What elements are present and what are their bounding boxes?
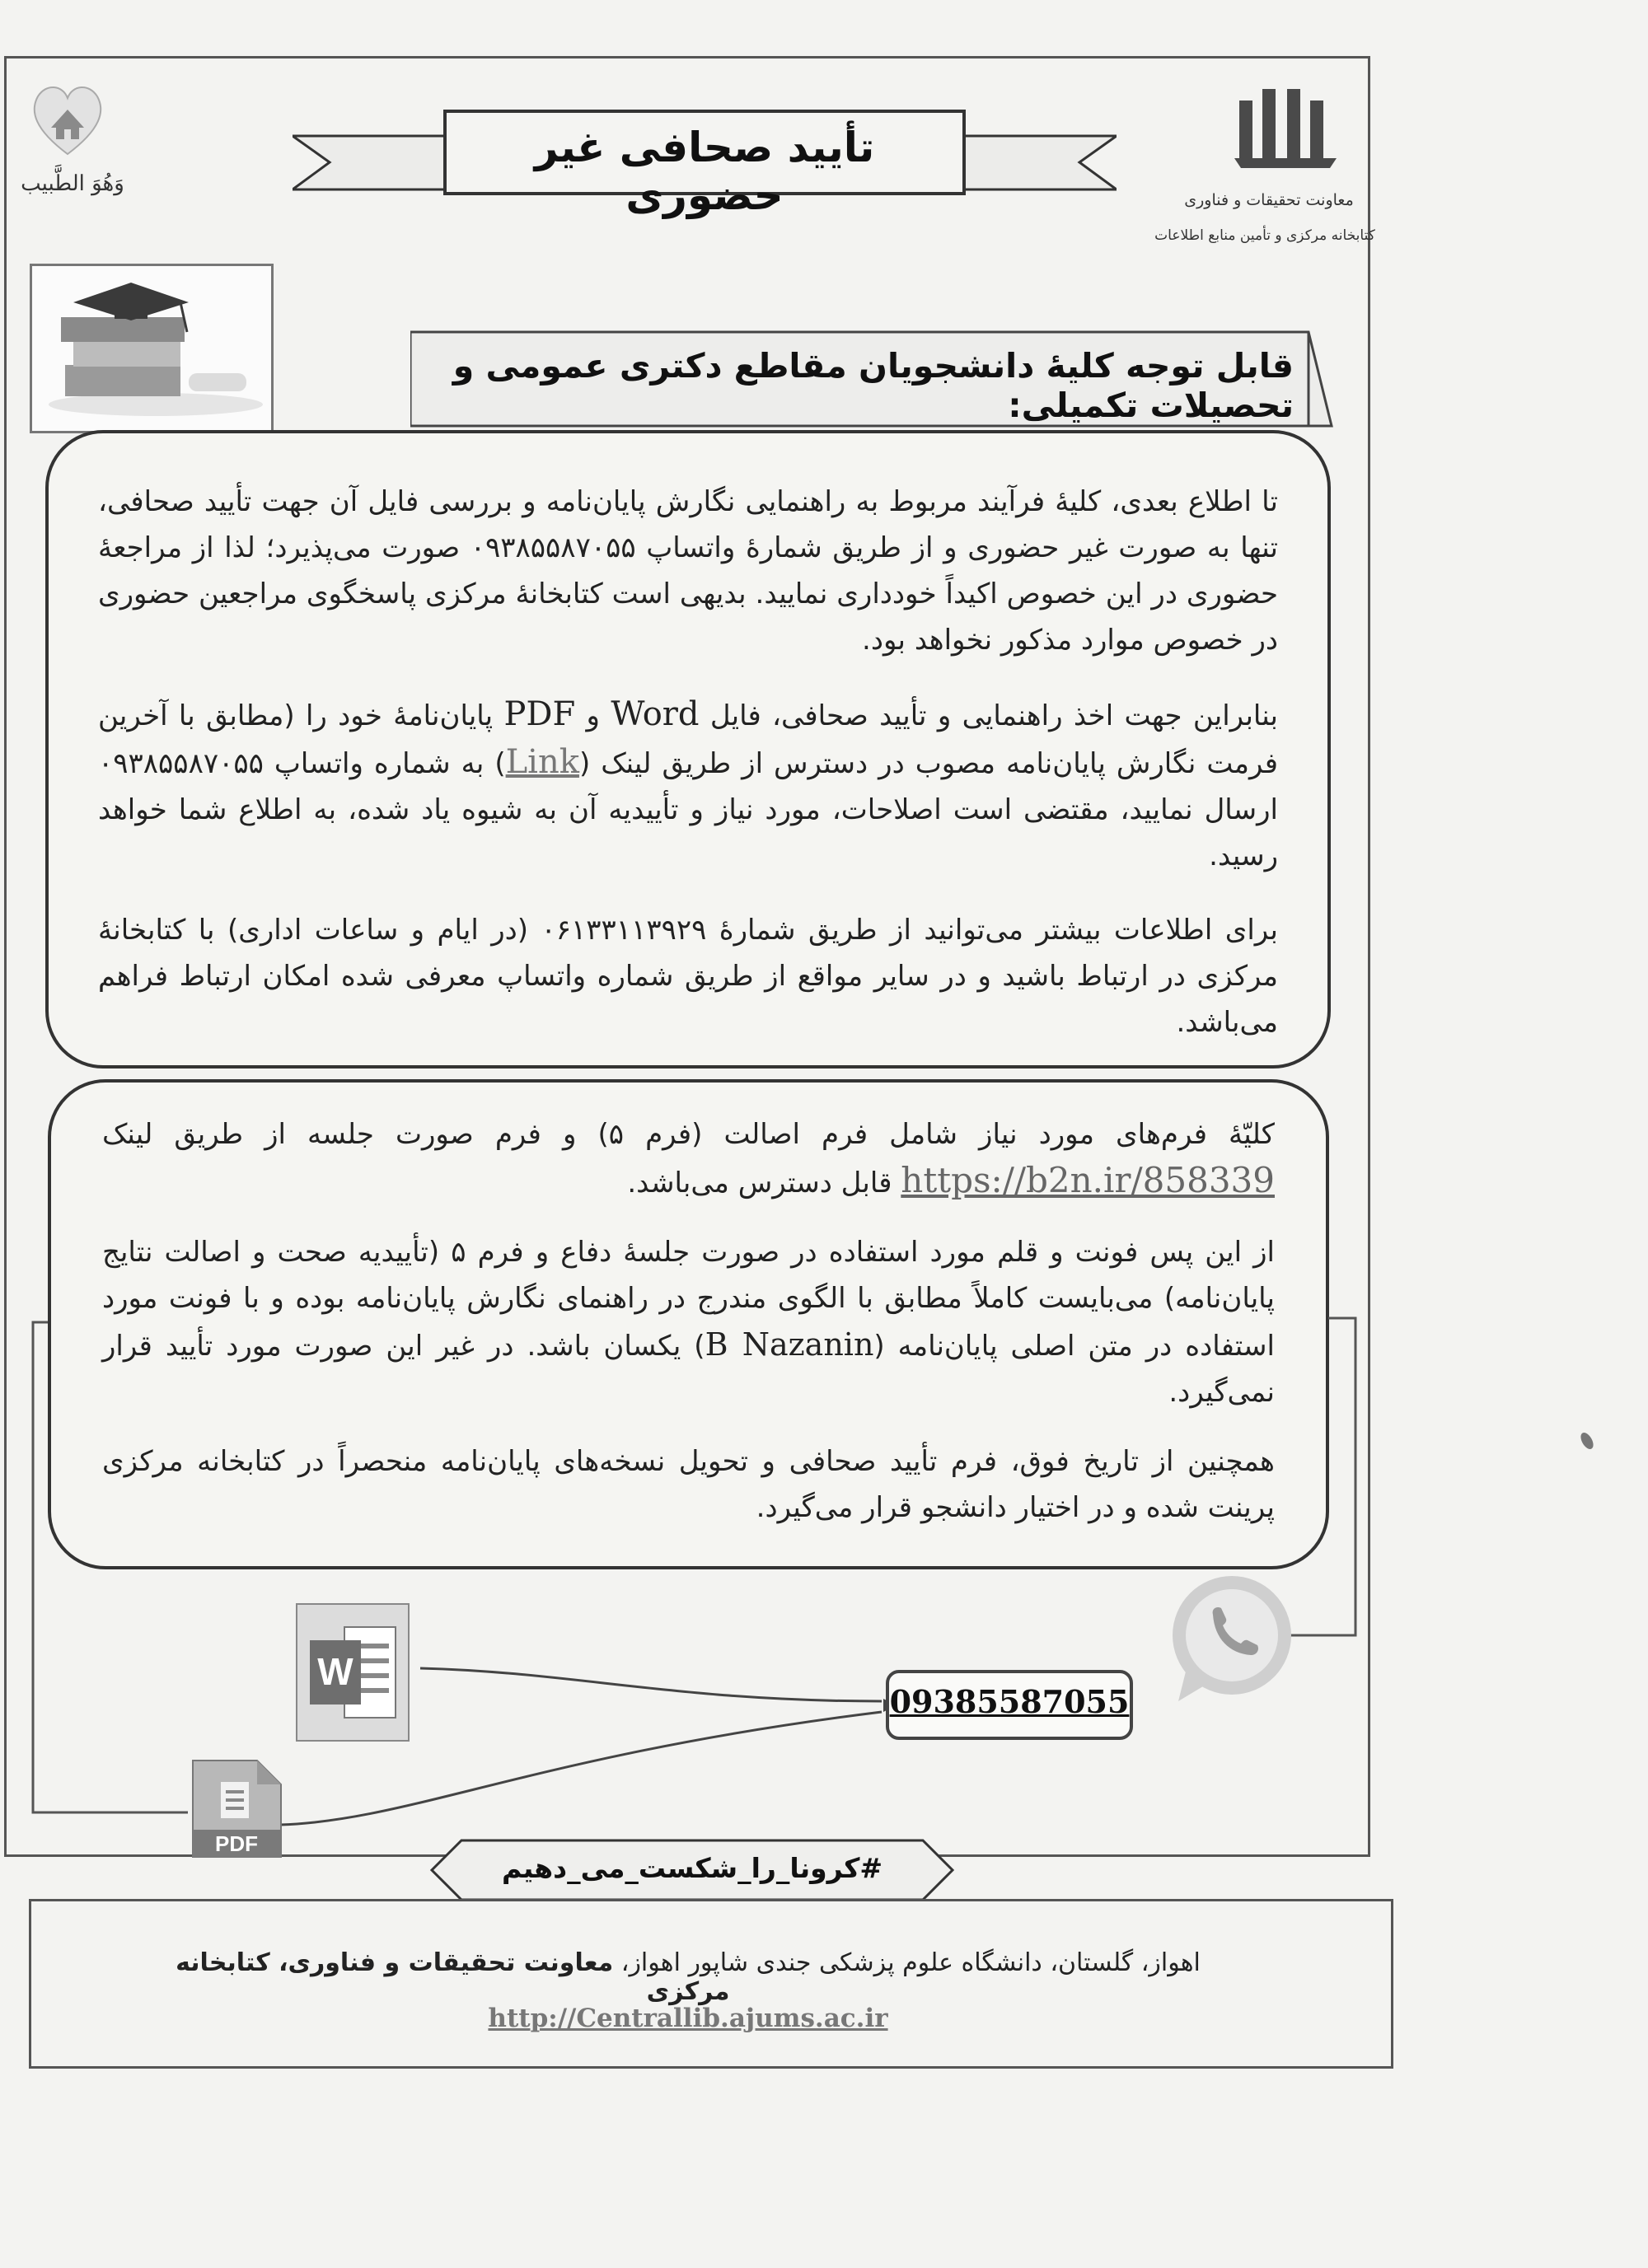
forms-paragraph-1: کلیّهٔ فرم‌های مورد نیاز شامل فرم اصالت (فرم ۵) و فرم صورت جلسه از طریق لینک https://b2n.ir/858339 قابل دسترس می‌باشد. xyxy=(102,1118,1275,1200)
svg-text:W: W xyxy=(317,1650,353,1693)
library-caption: کتابخانه مرکزی و تأمین منابع اطلاعات xyxy=(1154,227,1375,244)
whatsapp-icon xyxy=(1154,1569,1298,1709)
template-link[interactable]: Link xyxy=(505,743,579,781)
vice-chancellor-caption: معاونت تحقیقات و فناوری xyxy=(1184,191,1354,209)
forms-paragraph-2: از این پس فونت و قلم مورد استفاده در صورت جلسهٔ دفاع و فرم ۵ (تأییدیه صحت و اصالت نتایج پایان‌نامه) می‌بایست کاملاً مطابق با الگوی مندرج در راهنمای نگارش پایان‌نامه بوده و با فونت مورد استفاده در متن اصلی پایان‌نامه (B Nazanin) یکسان باشد. در غیر این صورت مورد تأیید قرار نمی‌گیرد. xyxy=(102,1236,1275,1409)
instructions-paragraph-2: بنابراین جهت اخذ راهنمایی و تأیید صحافی، فایل Word و PDF پایان‌نامهٔ خود را (مطابق با آخرین فرمت نگارش پایان‌نامه مصوب در دسترس از طریق لینک (Link) به شماره واتساپ ۰۹۳۸۵۵۸۷۰۵۵ ارسال نمایید، مقتضی است اصلاحات، مورد نیاز و تأییدیه آن به شیوه یاد شده، به اطلاع شما خواهد رسید. xyxy=(98,695,1279,872)
instructions-paragraph-3: برای اطلاعات بیشتر می‌توانید از طریق شمارهٔ ۰۶۱۳۳۱۱۳۹۲۹ (در ایام و ساعات اداری) با کتابخانهٔ مرکزی در ارتباط باشید و در سایر مواقع از طریق شماره واتساپ معرفی شده امکان ارتباط فراهم می‌باشد. xyxy=(98,914,1279,1039)
instructions-paragraph-1: تا اطلاع بعدی، کلیهٔ فرآیند مربوط به راهنمایی نگارش پایان‌نامه و بررسی فایل آن جهت تأیید صحافی، تنها به صورت غیر حضوری و از طریق شمارهٔ واتساپ ۰۹۳۸۵۵۸۷۰۵۵ صورت می‌پذیرد؛ لذا از مراجعهٔ حضوری در این خصوص اکیداً خودداری نمایید. بدیهی است کتابخانهٔ مرکزی پاسخگوی مراجعین حضوری در خصوص موارد مذکور نخواهد بود. xyxy=(98,485,1279,657)
hashtag-text: #کرونا_را_شکست_می_دهیم xyxy=(501,1852,883,1884)
whatsapp-number[interactable]: 09385587055 xyxy=(889,1683,1130,1720)
page-title: تأیید صحافی غیر حضوری xyxy=(534,124,875,219)
forms-download-link[interactable]: https://b2n.ir/858339 xyxy=(901,1160,1275,1200)
word-file-icon xyxy=(295,1602,410,1742)
footer-website-link[interactable]: http://Centrallib.ajums.ac.ir xyxy=(488,2004,888,2033)
motto-text: وَهُوَ الطَّبیب xyxy=(21,171,124,196)
pdf-file-icon xyxy=(190,1757,284,1860)
svg-text:PDF: PDF xyxy=(215,1831,258,1856)
forms-paragraph-3: همچنین از تاریخ فوق، فرم تأیید صحافی و تحویل نسخه‌های پایان‌نامه منحصراً در کتابخانه مرکزی پرینت شده و در اختیار دانشجو قرار می‌گیرد. xyxy=(102,1445,1275,1524)
notice-heading: قابل توجه کلیهٔ دانشجویان مقاطع دکتری عمومی و تحصیلات تکمیلی: xyxy=(452,346,1294,425)
footer-address: اهواز، گلستان، دانشگاه علوم پزشکی جندی شاپور اهواز، معاونت تحقیقات و فناوری، کتابخانه مرکزی xyxy=(176,1948,1201,2006)
